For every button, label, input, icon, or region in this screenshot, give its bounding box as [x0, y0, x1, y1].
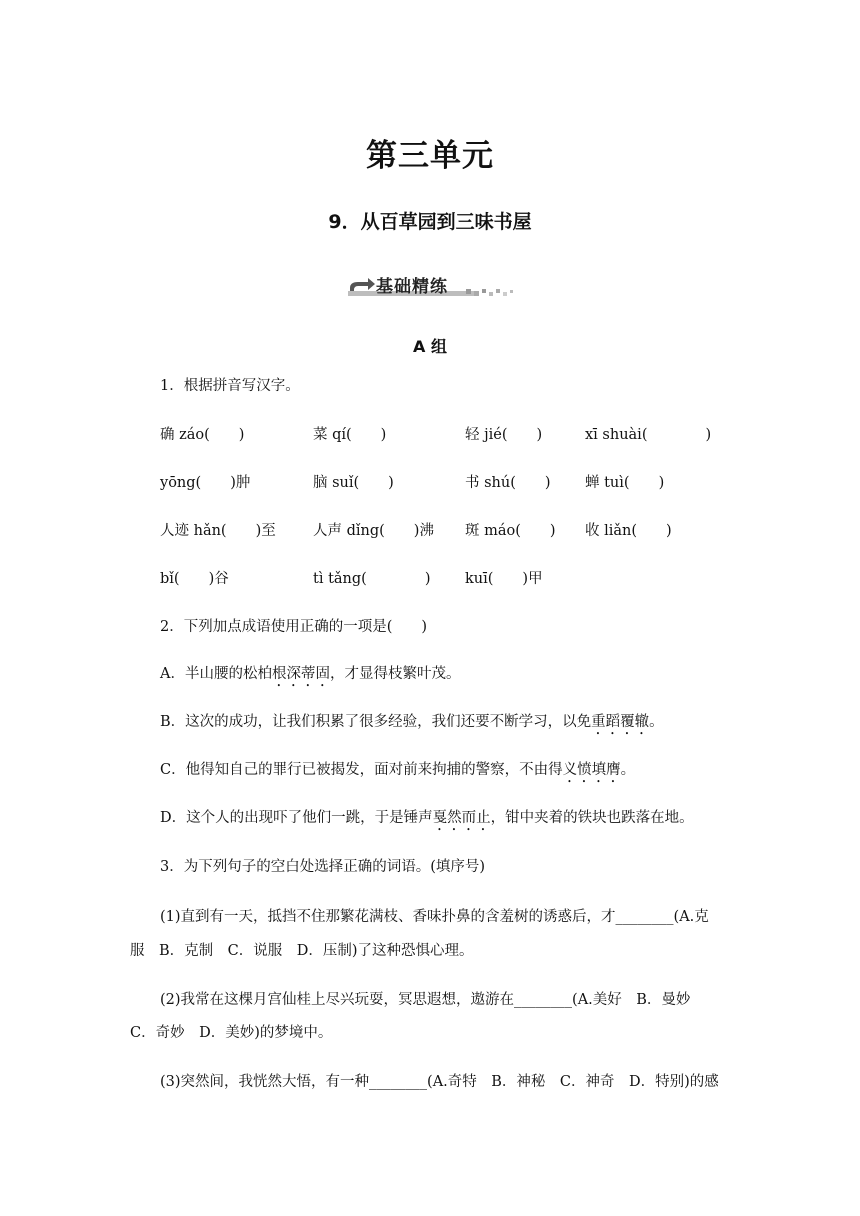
dotted-idiom: 根深蒂固: [271, 666, 330, 682]
q3-item-2-line-1: (2)我常在这棵月宫仙桂上尽兴玩耍，冥思遐想，遨游在________(A.美好 B．曼妙: [160, 992, 691, 1008]
pinyin-item: bǐ( )谷: [160, 571, 229, 587]
pinyin-item: kuī( )甲: [465, 571, 543, 587]
pinyin-item: 轻 jié( ): [465, 427, 543, 443]
pinyin-item: 菜 qí( ): [313, 427, 387, 443]
dotted-idiom: 戛然而止: [432, 810, 491, 826]
q2-option-d: [160, 806, 694, 834]
q3-item-2-line-2: C．奇妙 D．美妙)的梦境中。: [130, 1025, 333, 1041]
option-text: ，才显得枝繁叶茂。: [329, 666, 461, 682]
option-text: C．他得知自己的罪行已被揭发，面对前来拘捕的警察，不由得: [160, 762, 563, 778]
q2-option-a: [160, 662, 460, 690]
q1-prompt: 1．根据拼音写汉字。: [160, 378, 300, 394]
pinyin-item: 脑 suǐ( ): [313, 475, 394, 491]
option-text: B．这次的成功，让我们积累了很多经验，我们还要不断学习，以免: [160, 714, 592, 730]
option-text: A．半山腰的松柏: [160, 666, 272, 682]
pinyin-item: 人声 dǐng( )沸: [313, 523, 434, 539]
q3-item-1-line-1: (1)直到有一天，抵挡不住那繁花满枝、香味扑鼻的含羞树的诱惑后，才________(A.克: [160, 909, 709, 925]
pinyin-item: 书 shú( ): [465, 475, 551, 491]
q3-item-1-line-2: 服 B．克制 C．说服 D．压制)了这种恐惧心理。: [130, 943, 474, 959]
dotted-idiom: 重蹈覆辙: [591, 714, 650, 730]
pinyin-item: tì tǎng( ): [313, 571, 431, 587]
option-text: D．这个人的出现吓了他们一跳，于是锤声: [160, 810, 433, 826]
pinyin-item: 收 liǎn( ): [585, 523, 672, 539]
unit-title: 第三单元: [366, 138, 494, 174]
q2-option-c: [160, 758, 635, 786]
option-text: ，钳中夹着的铁块也跌落在地。: [490, 810, 694, 826]
pinyin-item: yōng( )肿: [160, 475, 251, 491]
q2-option-b: [160, 710, 664, 738]
option-text: 。: [649, 714, 664, 730]
q2-prompt: 2．下列加点成语使用正确的一项是( ): [160, 619, 428, 635]
group-title: A 组: [413, 337, 447, 356]
section-banner: [348, 272, 516, 298]
option-text: 。: [620, 762, 636, 778]
pinyin-item: 人迹 hǎn( )至: [160, 523, 276, 539]
q3-item-3-line-1: (3)突然间，我恍然大悟，有一种________(A.奇特 B．神秘 C．神奇 D．特别)的感: [160, 1074, 719, 1090]
banner-label: 基础精练: [376, 277, 448, 297]
pinyin-item: 斑 máo( ): [465, 523, 556, 539]
dotted-idiom: 义愤填膺: [562, 762, 621, 778]
pinyin-item: 确 záo( ): [160, 427, 245, 443]
lesson-title: 9．从百草园到三味书屋: [328, 211, 532, 233]
pinyin-item: 蝉 tuì( ): [585, 475, 665, 491]
pinyin-item: xī shuài( ): [585, 427, 712, 443]
q3-prompt: 3．为下列句子的空白处选择正确的词语。(填序号): [160, 859, 486, 875]
